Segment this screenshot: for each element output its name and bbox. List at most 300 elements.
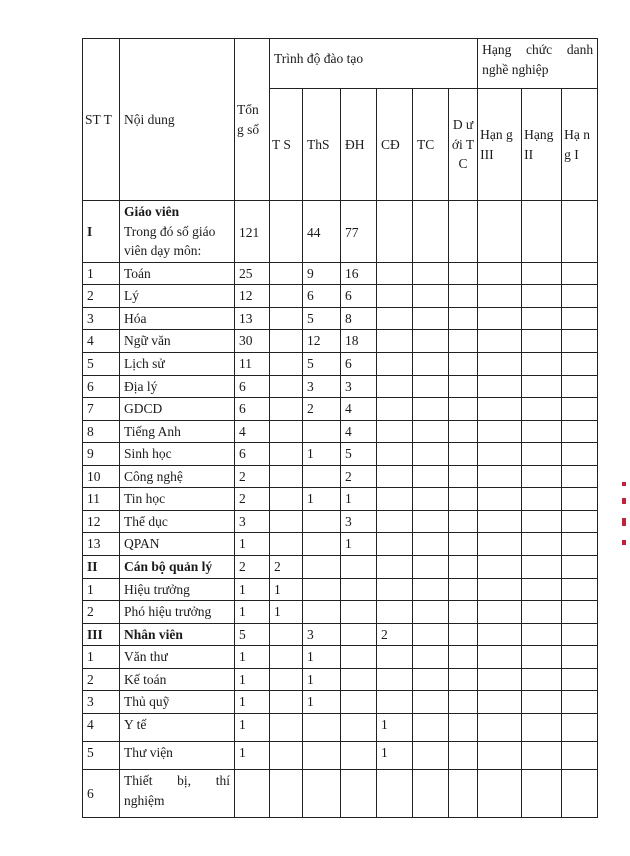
cell-tong-so: 1: [235, 691, 270, 714]
cell-empty: [478, 769, 522, 817]
cell-cd: [377, 465, 413, 488]
cell-stt: 5: [83, 352, 120, 375]
cell-duoi-tc: [449, 601, 478, 624]
cell-duoi-tc: [449, 646, 478, 669]
cell-hang-i: [562, 420, 598, 443]
cell-stt: 1: [83, 578, 120, 601]
cell-tong-so: 1: [235, 601, 270, 624]
cell-stt: 2: [83, 285, 120, 308]
cell-empty: [377, 769, 413, 817]
cell-ths: 5: [303, 307, 341, 330]
cell-duoi-tc: [449, 398, 478, 421]
cell-cd: [377, 201, 413, 263]
section-stt: II: [83, 556, 120, 579]
cell-tc: [413, 201, 449, 263]
cell-stt: 3: [83, 691, 120, 714]
cell-ths: [303, 465, 341, 488]
cell-ths: [303, 578, 341, 601]
cell-ts: [270, 713, 303, 741]
header-duoi-tc: D ư ới T C: [449, 89, 478, 201]
cell-hang-ii: [522, 488, 562, 511]
cell-tc: [413, 352, 449, 375]
cell-tong-so: 6: [235, 443, 270, 466]
section-title: Nhân viên: [120, 623, 235, 646]
staff-qualification-table: [82, 38, 598, 818]
cell-cd: [377, 510, 413, 533]
cell-dh: 4: [341, 420, 377, 443]
cell-duoi-tc: [449, 578, 478, 601]
cell-noi-dung: Hóa: [120, 307, 235, 330]
cell-cd: [377, 330, 413, 353]
cell-tc: [413, 398, 449, 421]
cell-cd: [377, 668, 413, 691]
cell-noi-dung: Hiệu trưởng: [120, 578, 235, 601]
cell-hang-iii: [478, 578, 522, 601]
table-row: [83, 465, 598, 488]
cell-hang-i: [562, 741, 598, 769]
cell-hang-i: [562, 556, 598, 579]
cell-dh: 1: [341, 533, 377, 556]
cell-ts: 1: [270, 601, 303, 624]
cell-hang-ii: [522, 556, 562, 579]
margin-stamp-mark: [622, 540, 626, 545]
cell-hang-i: [562, 375, 598, 398]
header-noi-dung: Nội dung: [120, 39, 235, 201]
cell-noi-dung: Công nghệ: [120, 465, 235, 488]
cell-hang-iii: [478, 713, 522, 741]
section-ts: [270, 623, 303, 646]
cell-ths: 1: [303, 646, 341, 669]
cell-cd: [377, 578, 413, 601]
section-title: Giáo viên: [124, 204, 180, 219]
cell-hang-i: [562, 601, 598, 624]
cell-tc: [413, 623, 449, 646]
cell-stt: 4: [83, 713, 120, 741]
section-dh: [341, 556, 377, 579]
cell-duoi-tc: [449, 533, 478, 556]
cell-dh: 4: [341, 398, 377, 421]
cell-stt: 8: [83, 420, 120, 443]
cell-stt: 9: [83, 443, 120, 466]
cell-tc: [413, 668, 449, 691]
cell-ts: [270, 443, 303, 466]
cell-cd: 1: [377, 713, 413, 741]
cell-tc: [413, 488, 449, 511]
cell-hang-i: [562, 307, 598, 330]
cell-stt: 2: [83, 601, 120, 624]
cell-hang-iii: [478, 465, 522, 488]
cell-ths: 1: [303, 668, 341, 691]
cell-noi-dung: Ngữ văn: [120, 330, 235, 353]
cell-stt: 10: [83, 465, 120, 488]
header-trinh-do-dao-tao: Trình độ đào tạo: [270, 39, 478, 89]
cell-tc: [413, 510, 449, 533]
header-hang-chuc-danh: Hạng chức danh nghề nghiệp: [478, 39, 598, 89]
section-tong: 5: [235, 623, 270, 646]
section-content: [120, 201, 235, 263]
cell-ths: [303, 533, 341, 556]
cell-tong-so: 1: [235, 741, 270, 769]
cell-tc: [413, 443, 449, 466]
table-row: [83, 646, 598, 669]
cell-empty: [235, 769, 270, 817]
cell-noi-dung: Sinh học: [120, 443, 235, 466]
cell-ths: 2: [303, 398, 341, 421]
margin-stamp-mark: [622, 482, 626, 486]
cell-cd: 1: [377, 741, 413, 769]
cell-cd: [377, 601, 413, 624]
cell-cd: [377, 646, 413, 669]
cell-duoi-tc: [449, 375, 478, 398]
cell-hang-iii: [478, 285, 522, 308]
cell-hang-i: [562, 330, 598, 353]
cell-ths: [303, 713, 341, 741]
cell-empty: [449, 769, 478, 817]
cell-noi-dung: Kế toán: [120, 668, 235, 691]
cell-ts: [270, 533, 303, 556]
cell-empty: [341, 769, 377, 817]
cell-noi-dung: Thư viện: [120, 741, 235, 769]
section-subtitle: Trong đó số giáo viên dạy môn:: [124, 223, 216, 259]
cell-cd: [377, 691, 413, 714]
section-cd: 2: [377, 623, 413, 646]
cell-empty: [303, 769, 341, 817]
cell-duoi-tc: [449, 307, 478, 330]
cell-ts: [270, 352, 303, 375]
header-cd: CĐ: [377, 89, 413, 201]
section-ths: 3: [303, 623, 341, 646]
cell-ts: [270, 262, 303, 285]
cell-dh: [341, 741, 377, 769]
cell-hang-ii: [522, 668, 562, 691]
table-row: [83, 352, 598, 375]
cell-noi-dung: Thiết bị, thí nghiệm: [120, 769, 235, 817]
cell-noi-dung: Văn thư: [120, 646, 235, 669]
cell-tc: [413, 307, 449, 330]
section-ths: 44: [303, 201, 341, 263]
cell-noi-dung: Y tế: [120, 713, 235, 741]
staff-qualification-table-container: [82, 38, 597, 818]
cell-duoi-tc: [449, 330, 478, 353]
cell-hang-i: [562, 533, 598, 556]
cell-ths: 12: [303, 330, 341, 353]
cell-dh: [341, 668, 377, 691]
cell-tc: [413, 713, 449, 741]
cell-hang-ii: [522, 578, 562, 601]
cell-tong-so: 12: [235, 285, 270, 308]
cell-empty: [270, 769, 303, 817]
cell-hang-iii: [478, 398, 522, 421]
cell-hang-ii: [522, 375, 562, 398]
section-stt: I: [83, 201, 120, 263]
cell-duoi-tc: [449, 488, 478, 511]
cell-cd: [377, 420, 413, 443]
cell-hang-i: [562, 443, 598, 466]
cell-cd: [377, 398, 413, 421]
cell-stt: 2: [83, 668, 120, 691]
cell-ts: [270, 465, 303, 488]
cell-stt: 7: [83, 398, 120, 421]
cell-hang-iii: [478, 352, 522, 375]
cell-hang-ii: [522, 465, 562, 488]
table-row: [83, 741, 598, 769]
cell-hang-ii: [522, 646, 562, 669]
section-row: [83, 623, 598, 646]
table-row: [83, 262, 598, 285]
cell-noi-dung: Tiếng Anh: [120, 420, 235, 443]
header-hang-ii: Hạng II: [522, 89, 562, 201]
cell-tc: [413, 741, 449, 769]
cell-ths: [303, 510, 341, 533]
cell-ts: [270, 420, 303, 443]
cell-dh: 6: [341, 285, 377, 308]
cell-hang-iii: [478, 443, 522, 466]
cell-stt: 1: [83, 262, 120, 285]
cell-cd: [377, 262, 413, 285]
cell-tong-so: 6: [235, 375, 270, 398]
cell-ts: [270, 285, 303, 308]
cell-hang-iii: [478, 201, 522, 263]
cell-duoi-tc: [449, 713, 478, 741]
margin-stamp-mark: [622, 498, 626, 504]
cell-ts: [270, 691, 303, 714]
cell-duoi-tc: [449, 420, 478, 443]
cell-stt: 5: [83, 741, 120, 769]
cell-stt: 3: [83, 307, 120, 330]
cell-cd: [377, 307, 413, 330]
cell-hang-i: [562, 668, 598, 691]
table-row: [83, 769, 598, 817]
cell-dh: 3: [341, 375, 377, 398]
cell-ths: 6: [303, 285, 341, 308]
cell-dh: 2: [341, 465, 377, 488]
table-row: [83, 691, 598, 714]
cell-ths: 5: [303, 352, 341, 375]
cell-duoi-tc: [449, 201, 478, 263]
cell-stt: 13: [83, 533, 120, 556]
cell-tong-so: 6: [235, 398, 270, 421]
cell-duoi-tc: [449, 623, 478, 646]
cell-ths: 1: [303, 443, 341, 466]
cell-noi-dung: QPAN: [120, 533, 235, 556]
cell-noi-dung: GDCD: [120, 398, 235, 421]
section-ts: 2: [270, 556, 303, 579]
table-row: [83, 533, 598, 556]
cell-hang-iii: [478, 330, 522, 353]
cell-tc: [413, 285, 449, 308]
cell-hang-iii: [478, 741, 522, 769]
cell-dh: 18: [341, 330, 377, 353]
cell-dh: [341, 578, 377, 601]
cell-stt: 4: [83, 330, 120, 353]
cell-hang-iii: [478, 533, 522, 556]
cell-duoi-tc: [449, 443, 478, 466]
cell-hang-iii: [478, 307, 522, 330]
table-row: [83, 578, 598, 601]
cell-hang-i: [562, 398, 598, 421]
cell-cd: [377, 443, 413, 466]
cell-ts: [270, 330, 303, 353]
table-row: [83, 330, 598, 353]
cell-hang-ii: [522, 420, 562, 443]
table-row: [83, 285, 598, 308]
cell-cd: [377, 375, 413, 398]
cell-ths: [303, 741, 341, 769]
cell-tc: [413, 262, 449, 285]
cell-duoi-tc: [449, 556, 478, 579]
cell-hang-iii: [478, 262, 522, 285]
cell-duoi-tc: [449, 262, 478, 285]
cell-stt: 6: [83, 375, 120, 398]
cell-hang-ii: [522, 691, 562, 714]
cell-duoi-tc: [449, 352, 478, 375]
cell-duoi-tc: [449, 668, 478, 691]
cell-hang-iii: [478, 691, 522, 714]
cell-hang-i: [562, 578, 598, 601]
cell-tc: [413, 601, 449, 624]
cell-dh: [341, 713, 377, 741]
cell-hang-i: [562, 646, 598, 669]
cell-noi-dung: Thủ quỹ: [120, 691, 235, 714]
cell-hang-ii: [522, 443, 562, 466]
cell-noi-dung: Địa lý: [120, 375, 235, 398]
cell-duoi-tc: [449, 465, 478, 488]
cell-cd: [377, 488, 413, 511]
cell-ts: [270, 307, 303, 330]
table-row: [83, 307, 598, 330]
cell-tong-so: 1: [235, 578, 270, 601]
cell-hang-i: [562, 510, 598, 533]
cell-tong-so: 1: [235, 646, 270, 669]
cell-dh: 6: [341, 352, 377, 375]
cell-stt: 11: [83, 488, 120, 511]
section-dh: 77: [341, 201, 377, 263]
cell-hang-ii: [522, 262, 562, 285]
cell-tong-so: 2: [235, 465, 270, 488]
cell-tc: [413, 556, 449, 579]
cell-ths: 1: [303, 691, 341, 714]
table-row: [83, 443, 598, 466]
cell-tong-so: 3: [235, 510, 270, 533]
table-row: [83, 713, 598, 741]
cell-empty: [562, 769, 598, 817]
cell-tc: [413, 465, 449, 488]
cell-hang-i: [562, 352, 598, 375]
cell-tong-so: 11: [235, 352, 270, 375]
cell-hang-i: [562, 201, 598, 263]
cell-noi-dung: Tin học: [120, 488, 235, 511]
cell-ts: [270, 646, 303, 669]
cell-hang-i: [562, 623, 598, 646]
cell-hang-i: [562, 691, 598, 714]
cell-hang-ii: [522, 201, 562, 263]
section-ths: [303, 556, 341, 579]
cell-duoi-tc: [449, 510, 478, 533]
table-row: [83, 601, 598, 624]
cell-hang-ii: [522, 741, 562, 769]
cell-hang-iii: [478, 623, 522, 646]
cell-tc: [413, 578, 449, 601]
cell-noi-dung: Thể dục: [120, 510, 235, 533]
cell-hang-ii: [522, 330, 562, 353]
cell-hang-i: [562, 285, 598, 308]
cell-dh: 8: [341, 307, 377, 330]
cell-duoi-tc: [449, 285, 478, 308]
cell-dh: 16: [341, 262, 377, 285]
cell-hang-ii: [522, 352, 562, 375]
header-stt: ST T: [83, 39, 120, 201]
table-row: [83, 375, 598, 398]
cell-tong-so: 25: [235, 262, 270, 285]
cell-hang-ii: [522, 533, 562, 556]
cell-tc: [413, 646, 449, 669]
cell-ths: [303, 601, 341, 624]
section-row-giao-vien: [83, 201, 598, 263]
cell-hang-iii: [478, 556, 522, 579]
cell-ths: 9: [303, 262, 341, 285]
cell-ths: [303, 420, 341, 443]
cell-tc: [413, 375, 449, 398]
cell-tong-so: 1: [235, 713, 270, 741]
cell-hang-ii: [522, 601, 562, 624]
cell-dh: [341, 691, 377, 714]
cell-dh: [341, 646, 377, 669]
cell-stt: 12: [83, 510, 120, 533]
cell-empty: [413, 769, 449, 817]
cell-ts: [270, 741, 303, 769]
cell-noi-dung: Phó hiệu trưởng: [120, 601, 235, 624]
cell-hang-iii: [478, 646, 522, 669]
table-row: [83, 510, 598, 533]
section-stt: III: [83, 623, 120, 646]
cell-ts: [270, 375, 303, 398]
cell-hang-ii: [522, 285, 562, 308]
cell-stt: 6: [83, 769, 120, 817]
cell-hang-i: [562, 262, 598, 285]
header-hang-iii: Hạn g III: [478, 89, 522, 201]
cell-ts: [270, 510, 303, 533]
table-row: [83, 668, 598, 691]
cell-tong-so: 30: [235, 330, 270, 353]
cell-cd: [377, 285, 413, 308]
cell-ts: 1: [270, 578, 303, 601]
cell-hang-iii: [478, 488, 522, 511]
header-dh: ĐH: [341, 89, 377, 201]
cell-hang-ii: [522, 623, 562, 646]
cell-dh: 1: [341, 488, 377, 511]
cell-hang-ii: [522, 398, 562, 421]
cell-tong-so: 13: [235, 307, 270, 330]
cell-duoi-tc: [449, 741, 478, 769]
cell-ts: [270, 668, 303, 691]
section-cd: [377, 556, 413, 579]
cell-ths: 1: [303, 488, 341, 511]
cell-stt: 1: [83, 646, 120, 669]
section-dh: [341, 623, 377, 646]
cell-dh: 5: [341, 443, 377, 466]
cell-cd: [377, 352, 413, 375]
table-row: [83, 398, 598, 421]
header-tong-so: Tổn g số: [235, 39, 270, 201]
cell-noi-dung: Toán: [120, 262, 235, 285]
cell-ths: 3: [303, 375, 341, 398]
cell-tong-so: 1: [235, 668, 270, 691]
cell-hang-ii: [522, 713, 562, 741]
header-tc: TC: [413, 89, 449, 201]
header-ts: T S: [270, 89, 303, 201]
section-tong: 2: [235, 556, 270, 579]
table-row: [83, 488, 598, 511]
